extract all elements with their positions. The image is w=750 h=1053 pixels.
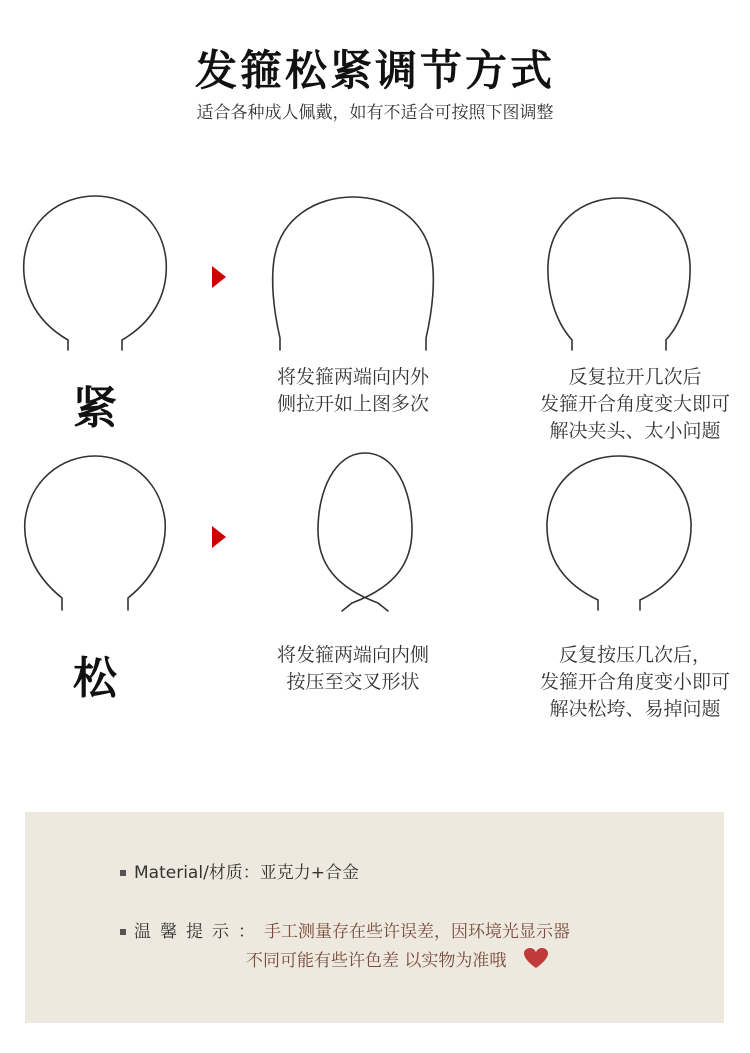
- bullet-icon: [120, 929, 126, 935]
- warning-row: [120, 917, 570, 942]
- headband-result-tight: [542, 190, 697, 355]
- arrow-right-icon: [212, 266, 226, 288]
- label-tight: 紧: [73, 383, 117, 434]
- heart-icon: [523, 947, 549, 969]
- instruction-loose-step2: 反复按压几次后， 发箍开合角度变小即可 解决松垮、易掉问题: [539, 644, 730, 720]
- instruction-tight-step2: 反复拉开几次后 发箍开合角度变大即可 解决夹头、太小问题: [539, 366, 730, 442]
- material-text: Material/材质：亚克力+合金: [134, 863, 360, 883]
- page-title: 发箍松紧调节方式: [194, 46, 555, 95]
- warning-label: 温馨提示：: [134, 922, 264, 942]
- headband-result-loose: [542, 450, 697, 615]
- headband-stretched: [268, 190, 438, 355]
- arrow-right-icon: [212, 526, 226, 548]
- bullet-icon: [120, 870, 126, 876]
- warning-line1: 手工测量存在些许误差，因环境光显示器: [264, 922, 570, 942]
- label-loose: 松: [73, 653, 117, 704]
- material-row: [120, 858, 359, 883]
- headband-original-tight: [20, 190, 175, 355]
- page-subtitle: 适合各种成人佩戴，如有不适合可按照下图调整: [196, 103, 554, 123]
- warning-line2: 不同可能有些许色差 以实物为准哦: [246, 951, 507, 971]
- instruction-tight-step1: 将发箍两端向内外 侧拉开如上图多次: [276, 366, 429, 415]
- headband-original-loose: [20, 450, 175, 615]
- headband-crossed: [300, 445, 430, 617]
- instruction-loose-step1: 将发箍两端向内侧 按压至交叉形状: [276, 644, 429, 693]
